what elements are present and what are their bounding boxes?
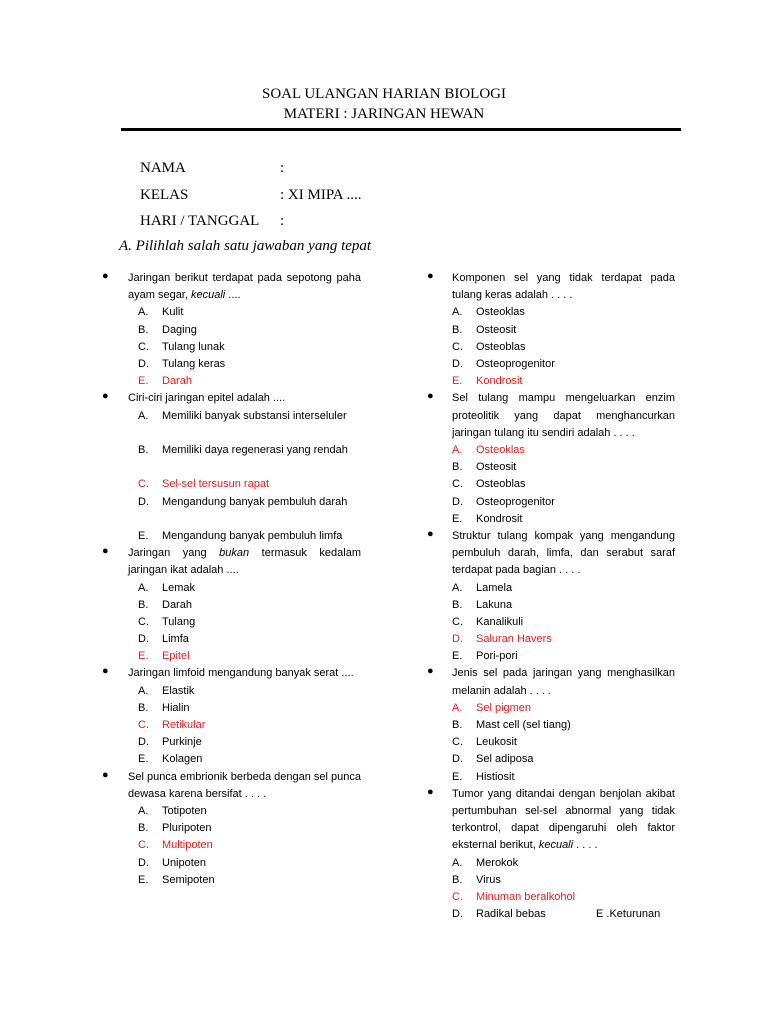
- option-b[interactable]: B. Osteosit: [452, 323, 517, 336]
- question-5: [102, 768, 361, 889]
- option-e[interactable]: E. Kolagen: [138, 753, 203, 766]
- question-stem: Jaringan berikut terdapat pada sepotong paha ayam segar, kecuali ....: [128, 272, 361, 302]
- option-b[interactable]: B. Lakuna: [452, 598, 513, 611]
- option-c[interactable]: C. Osteoblas: [452, 478, 526, 491]
- option-b[interactable]: B. Memiliki daya regenerasi yang rendah: [138, 443, 348, 456]
- option-e-inline[interactable]: E .Keturunan: [596, 908, 661, 921]
- bullet-icon: ●: [427, 390, 434, 403]
- bullet-icon: ●: [427, 270, 434, 282]
- option-b[interactable]: B. Pluripoten: [138, 822, 212, 835]
- option-a[interactable]: A. Lamela: [452, 581, 513, 594]
- question-8: [427, 527, 675, 666]
- option-d[interactable]: D. Tulang keras: [138, 357, 226, 370]
- option-a[interactable]: A. Osteoklas: [452, 306, 525, 319]
- option-b[interactable]: B. Darah: [138, 598, 192, 611]
- option-a-answer[interactable]: A. Sel pigmen: [452, 701, 532, 714]
- option-d[interactable]: D. Unipoten: [138, 856, 207, 869]
- question-stem: Ciri-ciri jaringan epitel adalah ....: [128, 392, 286, 405]
- option-e-answer[interactable]: E. Epitel: [138, 650, 190, 663]
- question-3: [102, 545, 361, 665]
- option-c[interactable]: C. Kanalikuli: [452, 615, 524, 628]
- question-4: [102, 665, 361, 768]
- option-d[interactable]: D. Osteoprogenitor: [452, 357, 555, 370]
- option-d-answer[interactable]: D. Saluran Havers: [452, 633, 552, 646]
- option-a[interactable]: A. Totipoten: [138, 804, 207, 817]
- hari-value: :: [280, 213, 285, 229]
- option-a[interactable]: A. Kulit: [138, 306, 184, 319]
- bullet-icon: ●: [102, 665, 109, 678]
- question-7: [427, 390, 675, 528]
- header-rule: [121, 128, 681, 131]
- right-question-column: [427, 270, 675, 923]
- option-d[interactable]: D. Purkinje: [138, 736, 202, 749]
- option-e[interactable]: E. Kondrosit: [452, 512, 523, 525]
- option-a[interactable]: A. Lemak: [138, 581, 196, 594]
- option-b[interactable]: B. Mast cell (sel tiang): [452, 719, 571, 732]
- question-stem: Jenis sel pada jaringan yang menghasilkan melanin adalah . . . .: [452, 667, 675, 697]
- option-e[interactable]: E. Semipoten: [138, 873, 215, 886]
- option-b[interactable]: B. Osteosit: [452, 461, 517, 474]
- option-c[interactable]: C. Tulang lunak: [138, 340, 225, 353]
- bullet-icon: ●: [427, 785, 434, 798]
- option-c-answer[interactable]: C. Minuman beralkohol: [452, 890, 576, 903]
- kelas-value: : XI MIPA ....: [280, 187, 362, 203]
- question-10: [427, 785, 675, 924]
- option-d[interactable]: D. Sel adiposa: [452, 753, 534, 766]
- question-2: [102, 390, 361, 545]
- bullet-icon: ●: [102, 768, 109, 781]
- option-e-answer[interactable]: E. Darah: [138, 375, 192, 388]
- option-e[interactable]: E. Histiosit: [452, 770, 515, 783]
- option-c[interactable]: C. Leukosit: [452, 736, 517, 749]
- question-stem: Jaringan limfoid mengandung banyak serat ....: [128, 667, 354, 680]
- document-title-line2: MATERI : JARINGAN HEWAN: [283, 106, 485, 122]
- option-e[interactable]: E. Pori-pori: [452, 650, 518, 663]
- hari-label: HARI / TANGGAL: [140, 213, 260, 229]
- question-stem: Struktur tulang kompak yang mengandung pembuluh darah, limfa, dan serabut saraf terdapat pada bagian . . . .: [452, 529, 675, 577]
- option-b[interactable]: B. Daging: [138, 323, 197, 336]
- section-instruction: A. Pilihlah salah satu jawaban yang tepat: [119, 238, 372, 254]
- option-b[interactable]: B. Hialin: [138, 701, 190, 714]
- nama-label: NAMA: [140, 160, 186, 176]
- option-a[interactable]: A. Memiliki banyak substansi interseluler: [138, 409, 347, 422]
- option-e[interactable]: E. Mengandung banyak pembuluh limfa: [138, 529, 343, 542]
- question-stem: Sel tulang mampu mengeluarkan enzim proteolitik yang dapat menghancurkan jaringan tulang itu sendiri adalah . . . .: [452, 392, 675, 439]
- option-d[interactable]: D. Osteoprogenitor: [452, 495, 555, 508]
- nama-value: :: [280, 160, 285, 176]
- question-stem: Jaringan yang bukan termasuk kedalam jaringan ikat adalah ....: [128, 547, 361, 577]
- bullet-icon: ●: [102, 270, 109, 282]
- question-6: [427, 270, 675, 390]
- question-stem: Komponen sel yang tidak terdapat pada tulang keras adalah . . . .: [452, 272, 675, 302]
- option-c-answer[interactable]: C. Sel-sel tersusun rapat: [138, 478, 269, 491]
- option-b[interactable]: B. Virus: [452, 873, 501, 886]
- bullet-icon: ●: [427, 527, 434, 540]
- option-d[interactable]: D. Limfa: [138, 633, 189, 646]
- option-d[interactable]: D. Mengandung banyak pembuluh darah: [138, 495, 348, 508]
- option-d[interactable]: D. Radikal bebas E .Keturunan: [452, 906, 675, 923]
- option-e-answer[interactable]: E. Kondrosit: [452, 375, 523, 388]
- bullet-icon: ●: [102, 545, 109, 558]
- option-a[interactable]: A. Merokok: [452, 856, 519, 869]
- question-1: [102, 270, 361, 390]
- option-a-answer[interactable]: A. Osteoklas: [452, 443, 525, 456]
- option-c-answer[interactable]: C. Multipoten: [138, 839, 213, 852]
- document-title-line1: SOAL ULANGAN HARIAN BIOLOGI: [261, 86, 506, 102]
- question-stem: Tumor yang ditandai dengan benjolan akibat pertumbuhan sel-sel abnormal yang tidak terkontrol, dapat dipengaruhi oleh faktor eksternal berikut, kecuali . . . .: [452, 787, 675, 852]
- left-question-column: [102, 270, 361, 889]
- option-a[interactable]: A. Elastik: [138, 684, 195, 697]
- kelas-label: KELAS: [140, 187, 189, 203]
- option-c-answer[interactable]: C. Retikular: [138, 719, 206, 732]
- question-stem: Sel punca embrionik berbeda dengan sel punca dewasa karena bersifat . . . .: [128, 770, 361, 800]
- option-c[interactable]: C. Tulang: [138, 615, 196, 628]
- bullet-icon: ●: [102, 390, 109, 403]
- question-9: [427, 665, 675, 785]
- option-c[interactable]: C. Osteoblas: [452, 340, 526, 353]
- bullet-icon: ●: [427, 665, 434, 678]
